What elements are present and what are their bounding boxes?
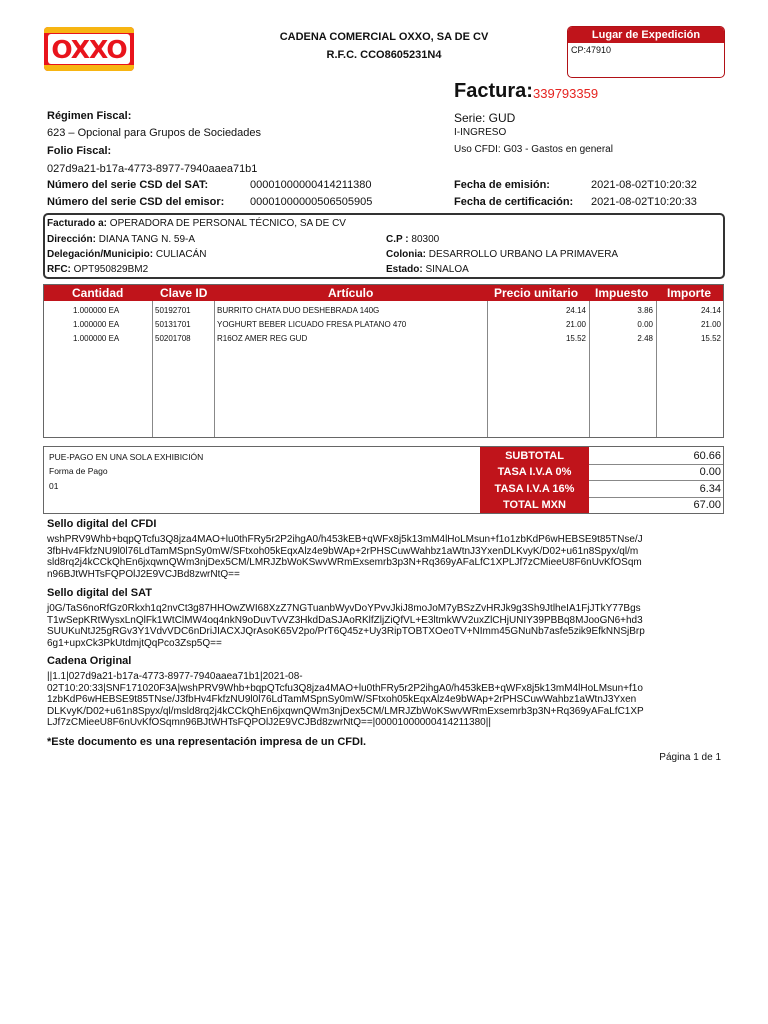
sello-sat-line: T1wSepKRtWysxLnQlFk1WtClMW4oq4nkN9oDuvTvVZ3HkdDaSJAoRKlfZljZiQfVL+E3ltmkWV2uxZlCHjUNIY39PBBq8MJooGN6+hd3 bbox=[47, 614, 643, 626]
sello-sat-text bbox=[47, 603, 727, 649]
folio-label: Folio Fiscal: bbox=[47, 145, 112, 157]
col-header-impuesto: Impuesto bbox=[595, 286, 649, 300]
client-box bbox=[43, 213, 725, 279]
cadena-line: LJf7zCMieeU8F6nUvKfOSqmn96BJtWHTsFQPOlJ2E9VCJBd8zwrNtQ==|00001000000414211380|| bbox=[47, 717, 491, 728]
rfc-value: OPT950829BM2 bbox=[73, 264, 149, 275]
cadena-original-title: Cadena Original bbox=[47, 655, 132, 667]
fecha-emision-value: 2021-08-02T10:20:32 bbox=[591, 179, 697, 191]
col-divider bbox=[656, 301, 657, 437]
cell-impuesto: 3.86 bbox=[637, 306, 653, 315]
serie: Serie: GUD bbox=[454, 111, 516, 125]
uso-cfdi: Uso CFDI: G03 - Gastos en general bbox=[454, 144, 613, 155]
company-name: CADENA COMERCIAL OXXO, SA DE CV bbox=[279, 31, 489, 43]
cell-cantidad: 1.000000 EA bbox=[73, 320, 120, 329]
cell-clave: 50192701 bbox=[155, 306, 191, 315]
company-rfc: R.F.C. CCO8605231N4 bbox=[326, 49, 442, 61]
subtotal-label: SUBTOTAL bbox=[505, 450, 564, 462]
sello-cfdi-line: wshPRV9Whb+bqpQTcfu3Q8jza4MAO+lu0thFRy5r2P2ihgA0/h453kEB+qWFx8j5k13mM4lHoLMsun+f1o1zbKdP6wHEBSE9t85TNse/J bbox=[47, 534, 643, 545]
col-header-articulo: Artículo bbox=[328, 286, 374, 300]
iva0-value: 0.00 bbox=[699, 466, 721, 478]
fecha-cert-value: 2021-08-02T10:20:33 bbox=[591, 196, 697, 208]
sello-cfdi-line: sld8rq2j4kCCkQhEn6jxqwnQWm3njDex5CM/LMRJZbWoKSwvWRmExsemrb3p3N+Rq369yAFaLfC1XPLJf7zCMieeU8F6nUvKfOSqm bbox=[47, 557, 642, 568]
logo-text: OXXO bbox=[51, 34, 127, 64]
colonia-label: Colonia: bbox=[386, 249, 426, 260]
colonia-row bbox=[386, 249, 618, 260]
cadena-original-text bbox=[47, 671, 727, 729]
logo-bottom-stripe bbox=[44, 65, 134, 71]
csd-emisor-value: 00001000000506505905 bbox=[250, 196, 373, 208]
rfc-row bbox=[47, 264, 148, 275]
facturado-label: Facturado a: bbox=[47, 218, 108, 229]
sello-cfdi-line: n96BJtWHTsFQPOlJ2E9VCJBd8zwrNtQ== bbox=[47, 568, 240, 580]
col-divider bbox=[214, 301, 215, 437]
col-header-cantidad: Cantidad bbox=[72, 286, 124, 300]
cell-cantidad: 1.000000 EA bbox=[73, 306, 120, 315]
iva16-label: TASA I.V.A 16% bbox=[494, 483, 575, 495]
metodo-pago: PUE-PAGO EN UNA SOLA EXHIBICIÓN bbox=[49, 452, 204, 462]
tipo-comprobante: I-INGRESO bbox=[454, 127, 507, 138]
cell-precio: 15.52 bbox=[565, 334, 586, 343]
cp-row bbox=[386, 234, 439, 245]
sello-cfdi-text bbox=[47, 534, 727, 580]
col-header-importe: Importe bbox=[667, 286, 712, 300]
colonia-value: DESARROLLO URBANO LA PRIMAVERA bbox=[428, 249, 619, 260]
total-value: 67.00 bbox=[693, 499, 721, 511]
col-divider bbox=[589, 301, 590, 437]
page-number: Página 1 de 1 bbox=[659, 752, 721, 763]
col-header-precio: Precio unitario bbox=[494, 286, 579, 300]
cell-impuesto: 0.00 bbox=[637, 320, 653, 329]
cell-articulo: R16OZ AMER REG GUD bbox=[217, 334, 308, 343]
csd-sat-value: 00001000000414211380 bbox=[250, 179, 372, 191]
sello-sat-line: j0G/TaS6noRfGz0Rkxh1q2nvCt3g87HHOwZWI68XzZ7NGTuanbWyvDoYPvvJkiJ8moJoM7yBSzZvHRJk9g3Sh9JtlheIA1FjJTkY77Bgs bbox=[47, 603, 641, 614]
sello-sat-line: SUUKuNtJ25gRGv3Y1VdvVDC6nDriJIACXJQrAsoK65V2po/PrT6Q45z+Uy3RipTOBTXOeoTV+NImm45GNuNb7asfe5zik9EfkNNSjBrp bbox=[47, 626, 645, 637]
cell-importe: 24.14 bbox=[700, 306, 721, 315]
rfc-label: RFC: bbox=[47, 264, 71, 275]
delegacion-label: Delegación/Municipio: bbox=[47, 249, 154, 260]
col-header-clave: Clave ID bbox=[160, 286, 208, 300]
col-divider bbox=[152, 301, 153, 437]
regimen-label: Régimen Fiscal: bbox=[47, 110, 132, 122]
cell-impuesto: 2.48 bbox=[637, 334, 653, 343]
lugar-expedicion-title: Lugar de Expedición bbox=[568, 27, 724, 43]
cp-label: C.P : bbox=[386, 234, 409, 245]
items-table bbox=[43, 284, 724, 438]
cell-clave: 50131701 bbox=[155, 320, 191, 329]
lugar-expedicion-box bbox=[567, 26, 725, 78]
estado-value: SINALOA bbox=[425, 264, 469, 275]
csd-sat-label: Número del serie CSD del SAT: bbox=[47, 179, 209, 191]
cp-value: 80300 bbox=[411, 234, 440, 245]
cell-articulo: BURRITO CHATA DUO DESHEBRADA 140G bbox=[217, 306, 380, 315]
folio-value: 027d9a21-b17a-4773-8977-7940aaea71b1 bbox=[47, 163, 258, 175]
csd-emisor-label: Número del serie CSD del emisor: bbox=[47, 196, 225, 208]
sello-sat-title: Sello digital del SAT bbox=[47, 587, 152, 599]
factura-number: 339793359 bbox=[533, 86, 599, 101]
facturado-value: OPERADORA DE PERSONAL TÉCNICO, SA DE CV bbox=[109, 218, 346, 229]
regimen-value: 623 – Opcional para Grupos de Sociedades bbox=[47, 127, 262, 139]
forma-pago-value: 01 bbox=[49, 481, 59, 491]
cfdi-note: *Este documento es una representación impresa de un CFDI. bbox=[47, 736, 367, 748]
items-table-header bbox=[44, 285, 723, 301]
sello-cfdi-line: 3fbHv4FkfzNU9l0l76LdTamMSpnSy0mW/SFtxoh05kEqxAlz4e9bWAp+2rPHSCuwWahbz1aWtnJ3YxenDLKvyK/D02+u61n8Spyx/ql/m bbox=[47, 545, 639, 557]
delegacion-row bbox=[47, 249, 206, 260]
facturado-row bbox=[47, 218, 346, 229]
sello-sat-line: 6g1+upxCk3PkUtdmjtQqPco3Zsp5Q== bbox=[47, 637, 222, 649]
cell-cantidad: 1.000000 EA bbox=[73, 334, 120, 343]
total-label: TOTAL MXN bbox=[503, 499, 566, 511]
sello-cfdi-title: Sello digital del CFDI bbox=[47, 518, 157, 530]
cell-importe: 21.00 bbox=[700, 320, 721, 329]
estado-row bbox=[386, 264, 469, 275]
cell-importe: 15.52 bbox=[700, 334, 721, 343]
fecha-cert-label: Fecha de certificación: bbox=[454, 196, 574, 208]
cell-clave: 50201708 bbox=[155, 334, 191, 343]
direccion-row bbox=[47, 234, 195, 245]
cadena-line: 02T10:20:33|SNF171020F3A|wshPRV9Whb+bqpQTcfu3Q8jza4MAO+lu0thFRy5r2P2ihgA0/h453kEB+qWFx8j5k13mM4lHoLMsun+f1o bbox=[47, 682, 643, 694]
cadena-line: ||1.1|027d9a21-b17a-4773-8977-7940aaea71b1|2021-08- bbox=[47, 671, 303, 682]
subtotal-value: 60.66 bbox=[693, 450, 721, 462]
cadena-line: DLKvyK/D02+u61n8Spyx/ql/msld8rq2j4kCCkQhEn6jxqwnQWm3njDex5CM/LMRJZbWoKSwvWRmExsemrb3p3N+Rq369yAFaLfC1XP bbox=[47, 705, 644, 717]
delegacion-value: CULIACÁN bbox=[155, 249, 207, 260]
estado-label: Estado: bbox=[386, 264, 423, 275]
cell-precio: 24.14 bbox=[565, 306, 586, 315]
cadena-line: 1zbKdP6wHEBSE9t85TNse/J3fbHv4FkfzNU9l0l76LdTamMSpnSy0mW/SFtxoh05kEqxAlz4e9bWAp+2rPHSCuwWahbz1aWtnJ3Yxen bbox=[47, 694, 637, 705]
cell-precio: 21.00 bbox=[565, 320, 586, 329]
cell-articulo: YOGHURT BEBER LICUADO FRESA PLATANO 470 bbox=[217, 320, 407, 329]
iva16-value: 6.34 bbox=[699, 483, 721, 495]
col-divider bbox=[487, 301, 488, 437]
totals-box bbox=[43, 446, 724, 514]
fecha-emision-label: Fecha de emisión: bbox=[454, 179, 550, 191]
iva0-label: TASA I.V.A 0% bbox=[497, 466, 572, 478]
forma-pago-label: Forma de Pago bbox=[49, 466, 108, 476]
factura-label: Factura: bbox=[454, 80, 533, 102]
lugar-expedicion-value: CP:47910 bbox=[571, 45, 612, 55]
direccion-value: DIANA TANG N. 59-A bbox=[98, 234, 196, 245]
direccion-label: Dirección: bbox=[47, 234, 96, 245]
